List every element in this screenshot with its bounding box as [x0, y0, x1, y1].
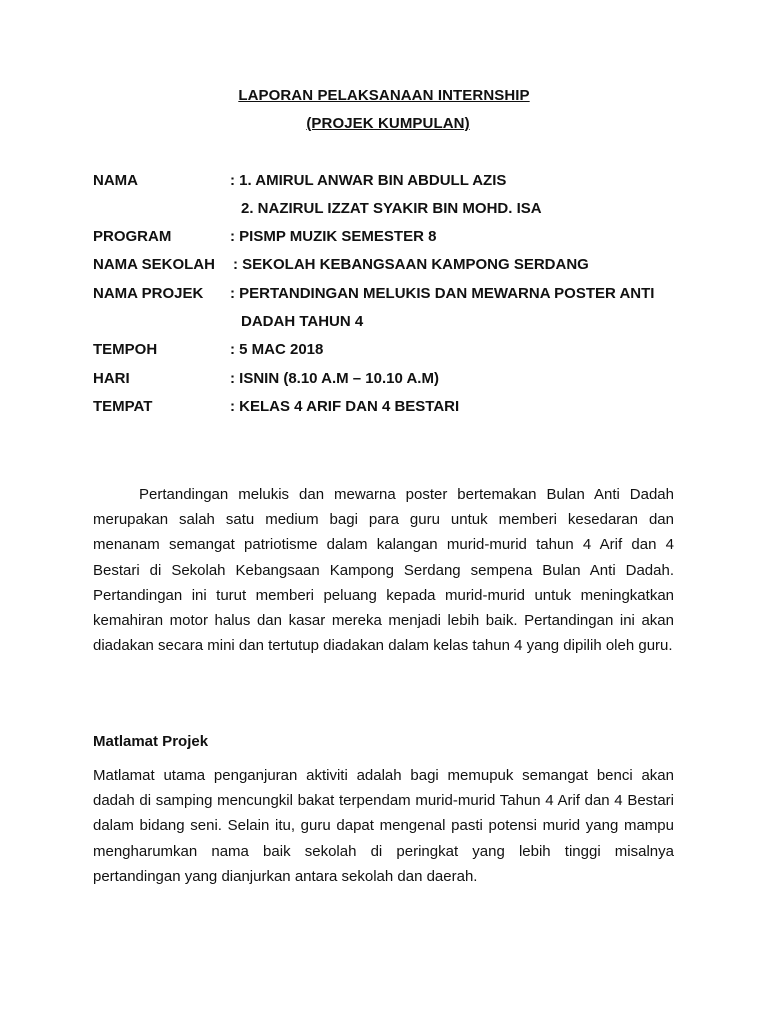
tempat-value: : KELAS 4 ARIF DAN 4 BESTARI	[230, 398, 460, 415]
sekolah-label: NAMA SEKOLAH	[93, 256, 215, 273]
hari-label: HARI	[93, 370, 130, 387]
program-value: : PISMP MUZIK SEMESTER 8	[230, 228, 437, 245]
matlamat-paragraph: Matlamat utama penganjuran aktiviti adalah bagi memupuk semangat benci akan dadah di samping mencungkil bakat terpendam murid-murid Tahun 4 Arif dan 4 Bestari dalam bidang seni. Selain itu, guru dapat mengenal pasti potensi murid yang mampu mengharumkan nama baik sekolah di peringkat yang lebih tinggi misalnya pertandingan yang dianjurkan antara sekolah dan daerah.	[93, 767, 674, 885]
tempoh-label: TEMPOH	[93, 341, 158, 358]
projek-value-2: DADAH TAHUN 4	[241, 313, 364, 330]
report-title: LAPORAN PELAKSANAAN INTERNSHIP	[238, 87, 530, 104]
hari-value: : ISNIN (8.10 A.M – 10.10 A.M)	[230, 370, 439, 387]
intro-paragraph: Pertandingan melukis dan mewarna poster bertemakan Bulan Anti Dadah merupakan salah satu medium bagi para guru untuk memberi kesedaran dan menanam semangat patriotisme dalam kalangan murid-murid tahun 4 Arif dan 4 Bestari di Sekolah Kebangsaan Kampong Serdang sempena Bulan Anti Dadah. Pertandingan ini turut memberi peluang kepada murid-murid untuk meningkatkan kemahiran motor halus dan kasar mereka menjadi lebih baik. Pertandingan ini akan diadakan secara mini dan tertutup diadakan dalam kelas tahun 4 yang dipilih oleh guru.	[93, 486, 674, 655]
program-label: PROGRAM	[93, 228, 172, 245]
sekolah-value: : SEKOLAH KEBANGSAAN KAMPONG SERDANG	[233, 256, 589, 273]
tempat-label: TEMPAT	[93, 398, 153, 415]
tempoh-value: : 5 MAC 2018	[230, 341, 324, 358]
matlamat-heading: Matlamat Projek	[93, 733, 209, 750]
projek-value-1: : PERTANDINGAN MELUKIS DAN MEWARNA POSTER ANTI	[230, 285, 655, 302]
nama-value-1: : 1. AMIRUL ANWAR BIN ABDULL AZIS	[230, 172, 507, 189]
nama-value-2: 2. NAZIRUL IZZAT SYAKIR BIN MOHD. ISA	[241, 200, 542, 217]
nama-label: NAMA	[93, 172, 138, 189]
projek-label: NAMA PROJEK	[93, 285, 204, 302]
report-subtitle: (PROJEK KUMPULAN)	[306, 115, 470, 132]
